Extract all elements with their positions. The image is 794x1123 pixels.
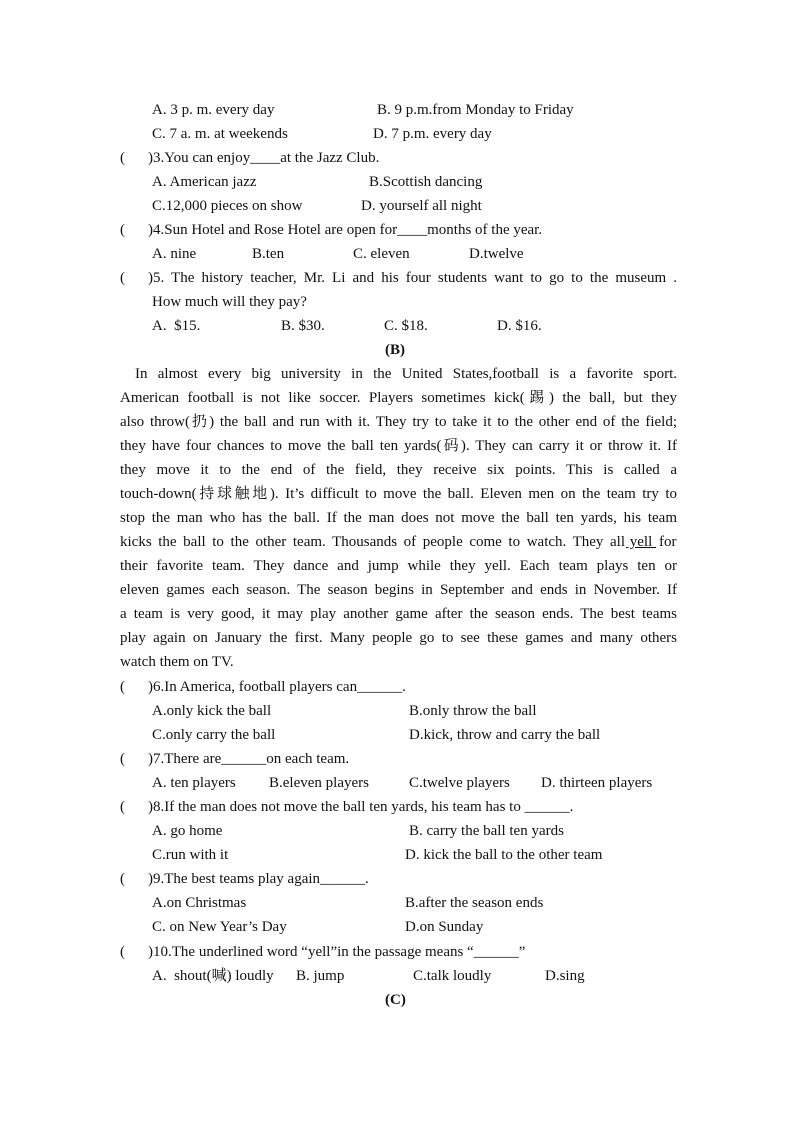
passage-line: kicks the ball to the other team. Thousands of people come to watch. They all <box>120 534 625 550</box>
q10-paren: ( <box>120 944 125 960</box>
q9-option-b: B.after the season ends <box>405 895 544 911</box>
q10-option-b: B. jump <box>296 968 345 984</box>
q8-option-d: D. kick the ball to the other team <box>405 847 603 863</box>
q10-stem: )10.The underlined word “yell”in the passage means “______” <box>148 944 526 960</box>
q3-option-a: A. American jazz <box>152 174 257 190</box>
q3-option-c: C.12,000 pieces on show <box>152 198 303 214</box>
passage-word-for: for <box>659 534 677 550</box>
q4-option-a: A. nine <box>152 246 197 262</box>
q4-option-c: C. eleven <box>353 246 410 262</box>
passage-line: they have four chances to move the ball ten yards(码). They can carry it or throw it. If <box>120 438 677 454</box>
q6-paren: ( <box>120 679 125 695</box>
q5-option-c: C. $18. <box>384 318 428 334</box>
underlined-word-yell: yell <box>626 534 656 550</box>
q2-option-c: C. 7 a. m. at weekends <box>152 126 288 142</box>
q2-option-d: D. 7 p.m. every day <box>373 126 492 142</box>
q10-option-c: C.talk loudly <box>413 968 492 984</box>
section-b-heading: (B) <box>385 342 405 358</box>
section-c-heading: (C) <box>385 992 406 1008</box>
q2-option-a: A. 3 p. m. every day <box>152 102 275 118</box>
q10-option-d: D.sing <box>545 968 585 984</box>
q5-paren: ( <box>120 270 125 286</box>
passage-line: play again on January the first. Many people go to see these games and many others <box>120 630 677 646</box>
passage-line: touch-down(持球触地). It’s difficult to move the ball. Eleven men on the team try to <box>120 486 677 502</box>
passage-line: a team is very good, it may play another game after the season ends. The best teams <box>120 606 677 622</box>
q7-stem: )7.There are______on each team. <box>148 751 350 767</box>
passage-line: American football is not like soccer. Players sometimes kick(踢) the ball, but they <box>120 390 677 406</box>
q8-option-c: C.run with it <box>152 847 229 863</box>
q3-option-b: B.Scottish dancing <box>369 174 483 190</box>
passage-line: In almost every big university in the United States,football is a favorite sport. <box>135 366 677 382</box>
q8-paren: ( <box>120 799 125 815</box>
q7-option-c: C.twelve players <box>409 775 510 791</box>
q3-paren: ( <box>120 150 125 166</box>
passage-line: also throw(扔) the ball and run with it. They try to take it to the other end of the field; <box>120 414 677 430</box>
q7-paren: ( <box>120 751 125 767</box>
q4-option-b: B.ten <box>252 246 285 262</box>
q8-option-b: B. carry the ball ten yards <box>409 823 564 839</box>
q6-option-d: D.kick, throw and carry the ball <box>409 727 601 743</box>
q9-option-a: A.on Christmas <box>152 895 247 911</box>
q4-paren: ( <box>120 222 125 238</box>
q8-option-a: A. go home <box>152 823 223 839</box>
q4-stem: )4.Sun Hotel and Rose Hotel are open for____months of the year. <box>148 222 543 238</box>
passage-line: they move it to the end of the field, they receive six points. This is called a <box>120 462 677 478</box>
q3-stem: )3.You can enjoy____at the Jazz Club. <box>148 150 380 166</box>
q2-option-b: B. 9 p.m.from Monday to Friday <box>377 102 574 118</box>
q6-option-c: C.only carry the ball <box>152 727 276 743</box>
q6-option-b: B.only throw the ball <box>409 703 537 719</box>
q6-option-a: A.only kick the ball <box>152 703 272 719</box>
q5-stem-line1: )5. The history teacher, Mr. Li and his four students want to go to the museum . <box>148 270 677 286</box>
q7-option-a: A. ten players <box>152 775 236 791</box>
q9-option-c: C. on New Year’s Day <box>152 919 287 935</box>
q5-option-d: D. $16. <box>497 318 542 334</box>
passage-line: stop the man who has the ball. If the man does not move the ball ten yards, his team <box>120 510 677 526</box>
passage-line: watch them on TV. <box>120 654 234 670</box>
q7-option-d: D. thirteen players <box>541 775 653 791</box>
q10-option-a: A. shout(喊) loudly <box>152 968 274 984</box>
q7-option-b: B.eleven players <box>269 775 369 791</box>
q4-option-d: D.twelve <box>469 246 524 262</box>
q9-stem: )9.The best teams play again______. <box>148 871 369 887</box>
q9-option-d: D.on Sunday <box>405 919 484 935</box>
passage-line: eleven games each season. The season begins in September and ends in November. If <box>120 582 677 598</box>
q9-paren: ( <box>120 871 125 887</box>
q5-stem-line2: How much will they pay? <box>152 294 307 310</box>
passage-line: their favorite team. They dance and jump while they yell. Each team plays ten or <box>120 558 677 574</box>
q3-option-d: D. yourself all night <box>361 198 482 214</box>
q6-stem: )6.In America, football players can______. <box>148 679 406 695</box>
q5-option-a: A. $15. <box>152 318 201 334</box>
q5-option-b: B. $30. <box>281 318 325 334</box>
q8-stem: )8.If the man does not move the ball ten yards, his team has to ______. <box>148 799 574 815</box>
